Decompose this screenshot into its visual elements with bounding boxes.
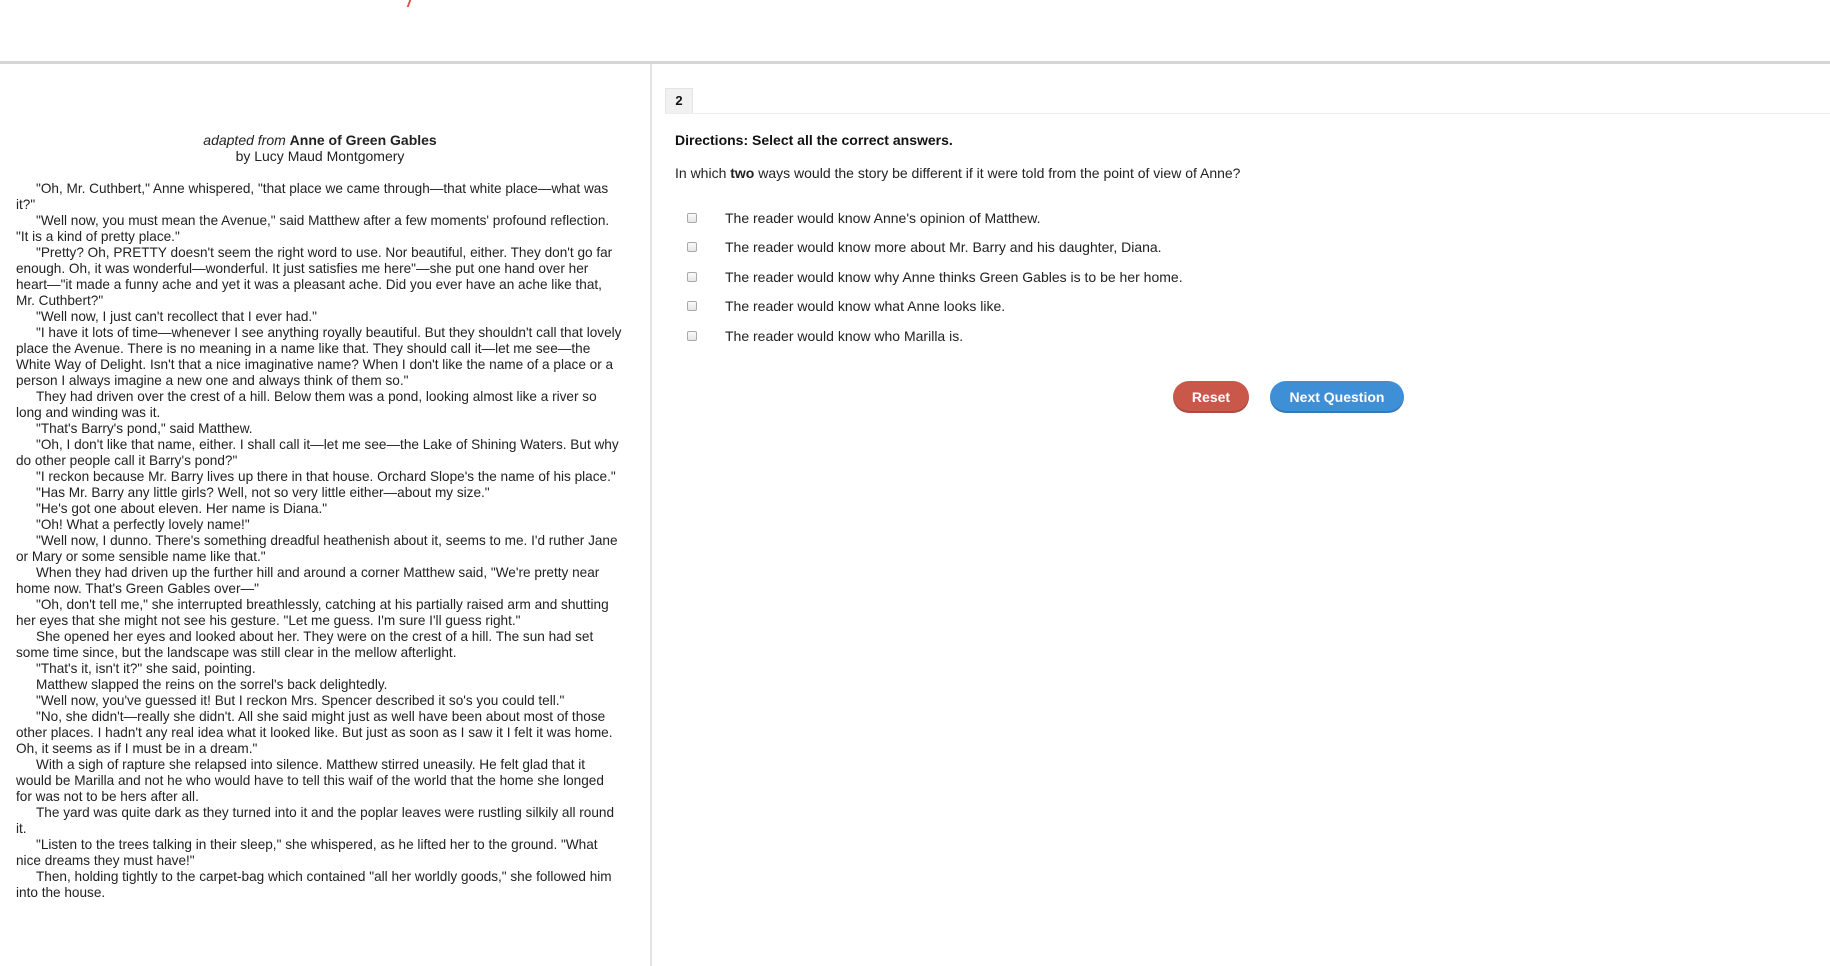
- question-number-badge: 2: [665, 88, 693, 114]
- passage-paragraph: "Oh, Mr. Cuthbert," Anne whispered, "that place we came through—that white place—what was it?": [16, 181, 609, 212]
- top-bar: [0, 0, 1830, 61]
- question-divider: [665, 113, 1830, 114]
- passage-paragraph: "No, she didn't—really she didn't. All she said might just as well have been about most of those other places. I hadn't any real idea what it looked like. But just as soon as I saw it I felt it was home. Oh, it seems as if I must be in a dream.": [16, 709, 613, 756]
- passage-paragraph: Then, holding tightly to the carpet-bag which contained "all her worldly goods," she followed him into the house.: [16, 869, 612, 900]
- checkbox[interactable]: [687, 301, 697, 311]
- checkbox[interactable]: [687, 272, 697, 282]
- passage-paragraph: "Oh! What a perfectly lovely name!": [36, 517, 250, 532]
- passage-paragraph: The yard was quite dark as they turned into it and the poplar leaves were rustling silkily all round it.: [16, 805, 615, 836]
- directions-text: Directions: Select all the correct answers.: [675, 132, 953, 148]
- passage-paragraph: "Well now, I dunno. There's something dreadful heathenish about it, seems to me. I'd ruther Jane or Mary or some sensible name like that.": [16, 533, 618, 564]
- passage-paragraph: "Listen to the trees talking in their sleep," she whispered, as he lifted her to the ground. "What nice dreams they must have!": [16, 837, 598, 868]
- answer-option-1[interactable]: [687, 208, 1041, 228]
- answer-option-5[interactable]: [687, 326, 963, 346]
- option-label: The reader would know why Anne thinks Green Gables is to be her home.: [725, 269, 1183, 285]
- question-prompt: [675, 165, 1240, 181]
- passage-paragraph: "I reckon because Mr. Barry lives up there in that house. Orchard Slope's the name of his place.": [36, 469, 616, 484]
- passage-paragraph: She opened her eyes and looked about her. They were on the crest of a hill. The sun had set some time since, but the landscape was still clear in the mellow afterlight.: [16, 629, 594, 660]
- passage-paragraph: "Well now, you've guessed it! But I reckon Mrs. Spencer described it so's you could tell.": [36, 693, 565, 708]
- reset-button[interactable]: Reset: [1173, 381, 1249, 413]
- passage-body: [16, 181, 622, 901]
- book-title: Anne of Green Gables: [289, 132, 437, 148]
- top-mark: [407, 0, 412, 7]
- adapted-from-label: adapted from: [203, 132, 286, 148]
- question-prompt-before: In which: [675, 165, 731, 181]
- option-label: The reader would know Anne's opinion of Matthew.: [725, 210, 1041, 226]
- passage-paragraph: They had driven over the crest of a hill. Below them was a pond, looking almost like a river so long and winding was it.: [16, 389, 597, 420]
- checkbox[interactable]: [687, 331, 697, 341]
- author-line: by Lucy Maud Montgomery: [235, 148, 405, 164]
- passage-paragraph: "That's it, isn't it?" she said, pointing.: [36, 661, 256, 676]
- passage-paragraph: When they had driven up the further hill and around a corner Matthew said, "We're pretty near home now. That's Green Gables over—": [16, 565, 600, 596]
- passage-title-line: [0, 132, 640, 148]
- answer-option-4[interactable]: [687, 296, 1005, 316]
- passage-paragraph: "That's Barry's pond," said Matthew.: [36, 421, 253, 436]
- question-prompt-bold: two: [730, 165, 755, 181]
- checkbox[interactable]: [687, 242, 697, 252]
- passage-paragraph: With a sigh of rapture she relapsed into silence. Matthew stirred uneasily. He felt glad that it would be Marilla and not he who would have to tell this waif of the world that the home she longed for was not to be hers after all.: [16, 757, 604, 804]
- passage-paragraph: "Well now, I just can't recollect that I ever had.": [36, 309, 317, 324]
- answer-option-2[interactable]: [687, 237, 1162, 257]
- option-label: The reader would know who Marilla is.: [725, 328, 964, 344]
- passage-paragraph: "Pretty? Oh, PRETTY doesn't seem the right word to use. Nor beautiful, either. They don't go far enough. Oh, it was wonderful—wonderful. It just satisfies me here"—she put one hand over her heart—"it made a funny ache and yet it was a pleasant ache. Did you ever have an ache like that, Mr. Cuthbert?": [16, 245, 613, 308]
- answer-option-3[interactable]: [687, 267, 1183, 287]
- passage-header: [0, 132, 640, 164]
- passage-paragraph: "Has Mr. Barry any little girls? Well, not so very little either—about my size.": [36, 485, 490, 500]
- passage-paragraph: "I have it lots of time—whenever I see anything royally beautiful. But they shouldn't call that lovely place the Avenue. There is no meaning in a name like that. They should call it—let me see—the White Way of Delight. Isn't that a nice imaginative name? When I don't like the name of a place or a person I always imagine a new one and always think of them so.": [16, 325, 622, 388]
- passage-pane: [0, 64, 650, 966]
- passage-paragraph: Matthew slapped the reins on the sorrel's back delightedly.: [36, 677, 388, 692]
- passage-paragraph: "Well now, you must mean the Avenue," said Matthew after a few moments' profound reflection. "It is a kind of pretty place.": [16, 213, 610, 244]
- checkbox[interactable]: [687, 213, 697, 223]
- question-pane: [652, 64, 1830, 966]
- option-label: The reader would know what Anne looks like.: [725, 298, 1006, 314]
- passage-paragraph: "Oh, I don't like that name, either. I shall call it—let me see—the Lake of Shining Waters. But why do other people call it Barry's pond?": [16, 437, 619, 468]
- question-prompt-after: ways would the story be different if it were told from the point of view of Anne?: [754, 165, 1241, 181]
- option-label: The reader would know more about Mr. Barry and his daughter, Diana.: [725, 239, 1162, 255]
- passage-paragraph: "Oh, don't tell me," she interrupted breathlessly, catching at his partially raised arm and shutting her eyes that she might not see his gesture. "Let me guess. I'm sure I'll guess right.": [16, 597, 609, 628]
- passage-paragraph: "He's got one about eleven. Her name is Diana.": [36, 501, 328, 516]
- next-question-button[interactable]: Next Question: [1270, 381, 1404, 413]
